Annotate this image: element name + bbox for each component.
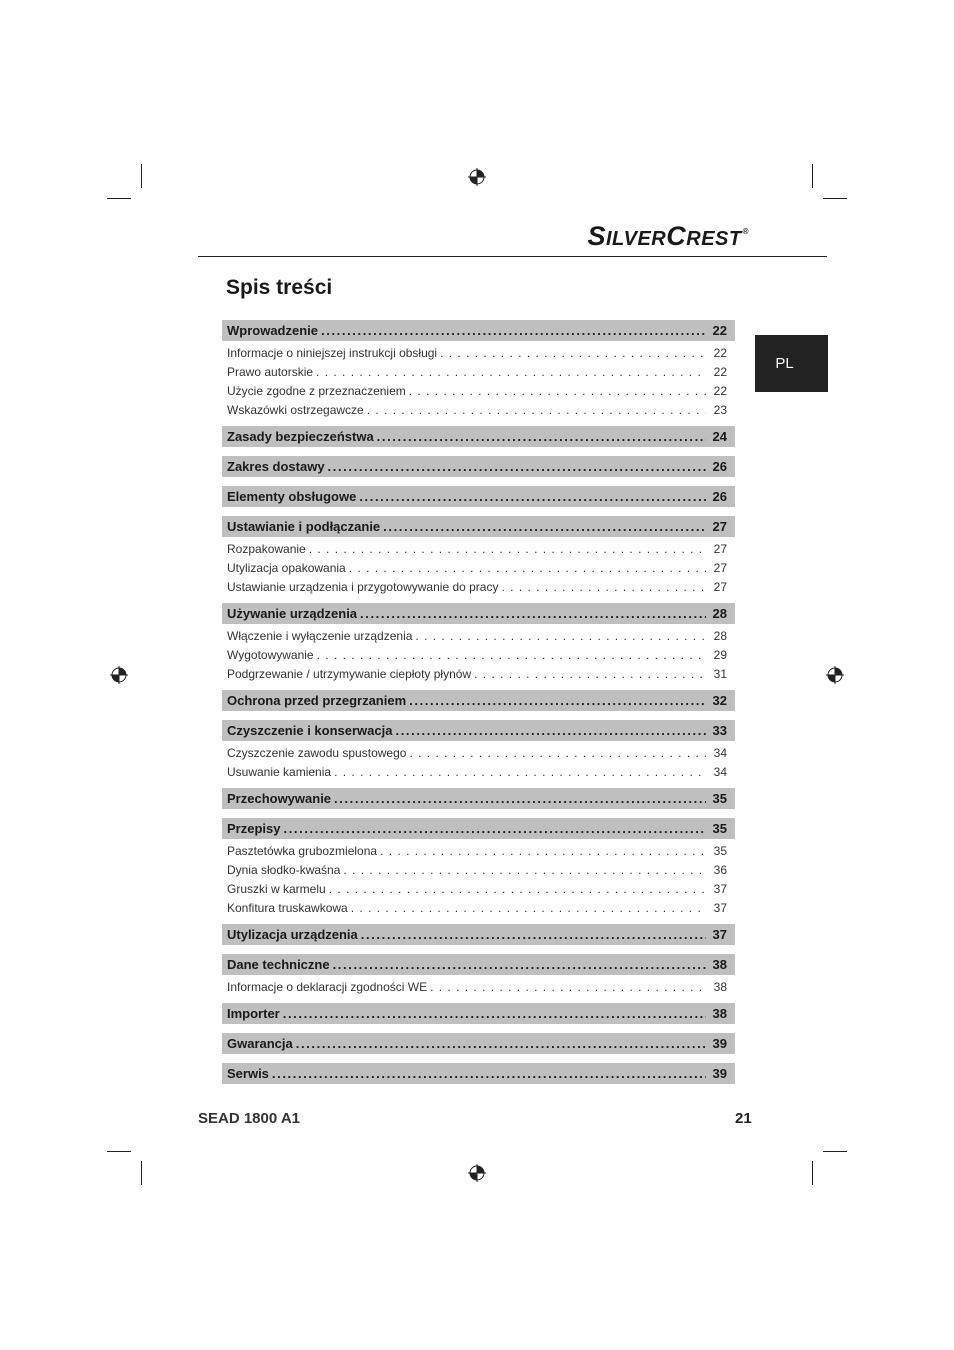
toc-entry[interactable] bbox=[222, 362, 735, 381]
toc-entry[interactable] bbox=[222, 577, 735, 596]
toc-entry[interactable] bbox=[222, 762, 735, 781]
toc-section bbox=[222, 456, 735, 477]
toc-entry-title: Informacje o niniejszej instrukcji obsługi bbox=[227, 345, 438, 360]
toc-entry[interactable] bbox=[222, 860, 735, 879]
toc-entry-page: 27 bbox=[713, 579, 727, 594]
toc-entry-page: 29 bbox=[713, 647, 727, 662]
page-number: 21 bbox=[735, 1110, 752, 1127]
toc-section-title: Czyszczenie i konserwacja bbox=[227, 723, 393, 738]
toc-section-title: Używanie urządzenia bbox=[227, 606, 358, 621]
toc-entry-title: Ustawianie urządzenia i przygotowywanie do pracy bbox=[227, 579, 499, 594]
toc-entry[interactable] bbox=[222, 626, 735, 645]
model-number: SEAD 1800 A1 bbox=[198, 1110, 300, 1127]
toc-entry-title: Utylizacja opakowania bbox=[227, 560, 346, 575]
toc-section-title: Zasady bezpieczeństwa bbox=[227, 429, 374, 444]
toc-section-page: 33 bbox=[712, 723, 727, 738]
toc-leader-dots bbox=[272, 1066, 706, 1081]
toc-leader-dots bbox=[361, 927, 706, 942]
toc-leader-dots bbox=[333, 957, 706, 972]
toc-section-title: Przepisy bbox=[227, 821, 281, 836]
toc-leader-dots bbox=[334, 791, 706, 806]
toc-section bbox=[222, 1063, 735, 1084]
toc-entry[interactable] bbox=[222, 898, 735, 917]
toc-entry[interactable] bbox=[222, 343, 735, 362]
toc-section-title: Utylizacja urządzenia bbox=[227, 927, 358, 942]
registration-mark-icon bbox=[468, 1164, 486, 1182]
toc-section-heading[interactable] bbox=[222, 818, 735, 839]
toc-entry-title: Konfitura truskawkowa bbox=[227, 900, 348, 915]
toc-entry-page: 27 bbox=[713, 560, 727, 575]
toc-entry-title: Czyszczenie zawodu spustowego bbox=[227, 745, 407, 760]
toc-leader-dots bbox=[283, 1006, 706, 1021]
toc-section-title: Gwarancja bbox=[227, 1036, 293, 1051]
toc-section bbox=[222, 486, 735, 507]
toc-leader-dots bbox=[317, 648, 706, 662]
toc-entry-title: Użycie zgodne z przeznaczeniem bbox=[227, 383, 406, 398]
crop-mark bbox=[141, 164, 142, 188]
toc-leader-dots bbox=[380, 844, 706, 858]
toc-section-heading[interactable] bbox=[222, 516, 735, 537]
toc-section-title: Serwis bbox=[227, 1066, 269, 1081]
crop-mark bbox=[823, 198, 847, 199]
toc-entry[interactable] bbox=[222, 743, 735, 762]
toc-section-heading[interactable] bbox=[222, 720, 735, 741]
toc-leader-dots bbox=[501, 580, 706, 594]
toc-section-page: 35 bbox=[712, 791, 727, 806]
toc-section bbox=[222, 690, 735, 711]
toc-section-title: Zakres dostawy bbox=[227, 459, 325, 474]
toc-section-title: Elementy obsługowe bbox=[227, 489, 357, 504]
toc-entry[interactable] bbox=[222, 558, 735, 577]
toc-entry-title: Usuwanie kamienia bbox=[227, 764, 332, 779]
toc-section-heading[interactable] bbox=[222, 603, 735, 624]
registration-mark-icon bbox=[468, 168, 486, 186]
toc-section-heading[interactable] bbox=[222, 320, 735, 341]
toc-entry-page: 36 bbox=[713, 862, 727, 877]
toc-section-page: 28 bbox=[712, 606, 727, 621]
toc-section bbox=[222, 603, 735, 683]
toc-leader-dots bbox=[328, 459, 706, 474]
toc-entry-page: 31 bbox=[713, 666, 727, 681]
toc-section-heading[interactable] bbox=[222, 1063, 735, 1084]
toc-leader-dots bbox=[349, 561, 706, 575]
silvercrest-logo: SILVERCREST® bbox=[587, 221, 749, 251]
toc-leader-dots bbox=[296, 1036, 706, 1051]
toc-entry[interactable] bbox=[222, 841, 735, 860]
toc-section-page: 27 bbox=[712, 519, 727, 534]
toc-entry[interactable] bbox=[222, 879, 735, 898]
toc-leader-dots bbox=[334, 765, 706, 779]
toc-entry-title: Włączenie i wyłączenie urządzenia bbox=[227, 628, 413, 643]
toc-entry-title: Informacje o deklaracji zgodności WE bbox=[227, 979, 428, 994]
toc-section-page: 26 bbox=[712, 489, 727, 504]
toc-section bbox=[222, 924, 735, 945]
toc-entry-page: 22 bbox=[713, 345, 727, 360]
header-rule bbox=[198, 256, 827, 257]
toc-section bbox=[222, 954, 735, 996]
toc-leader-dots bbox=[474, 667, 706, 681]
toc-entry-page: 37 bbox=[713, 900, 727, 915]
toc-leader-dots bbox=[415, 629, 706, 643]
toc-section-page: 35 bbox=[712, 821, 727, 836]
toc-section bbox=[222, 788, 735, 809]
toc-leader-dots bbox=[329, 882, 706, 896]
toc-section-heading[interactable] bbox=[222, 788, 735, 809]
toc-entry-title: Prawo autorskie bbox=[227, 364, 314, 379]
toc-entry-title: Dynia słodko-kwaśna bbox=[227, 862, 341, 877]
toc-entry-title: Rozpakowanie bbox=[227, 541, 306, 556]
toc-section-heading[interactable] bbox=[222, 924, 735, 945]
toc-entry-page: 38 bbox=[713, 979, 727, 994]
registration-mark-icon bbox=[826, 666, 844, 684]
toc-entry[interactable] bbox=[222, 664, 735, 683]
toc-entry[interactable] bbox=[222, 381, 735, 400]
crop-mark bbox=[107, 198, 131, 199]
toc-leader-dots bbox=[343, 863, 706, 877]
toc-leader-dots bbox=[430, 980, 706, 994]
crop-mark bbox=[812, 1161, 813, 1185]
toc-leader-dots bbox=[316, 365, 706, 379]
toc-entry-title: Wskazówki ostrzegawcze bbox=[227, 402, 364, 417]
toc-leader-dots bbox=[377, 429, 706, 444]
toc-section-page: 22 bbox=[712, 323, 727, 338]
toc-entry-page: 23 bbox=[713, 402, 727, 417]
toc-entry-page: 28 bbox=[713, 628, 727, 643]
toc-section-heading[interactable] bbox=[222, 1033, 735, 1054]
toc-section-page: 32 bbox=[712, 693, 727, 708]
toc-section-heading[interactable] bbox=[222, 1003, 735, 1024]
toc-section-title: Dane techniczne bbox=[227, 957, 330, 972]
toc-section bbox=[222, 720, 735, 781]
toc-leader-dots bbox=[321, 323, 706, 338]
toc-entry-title: Wygotowywanie bbox=[227, 647, 314, 662]
crop-mark bbox=[823, 1151, 847, 1152]
toc-leader-dots bbox=[409, 746, 706, 760]
table-of-contents bbox=[222, 320, 735, 1093]
toc-entry[interactable] bbox=[222, 539, 735, 558]
toc-section bbox=[222, 426, 735, 447]
page-title: Spis treści bbox=[226, 276, 333, 299]
crop-mark bbox=[107, 1151, 131, 1152]
toc-entry-title: Podgrzewanie / utrzymywanie ciepłoty płynów bbox=[227, 666, 472, 681]
toc-leader-dots bbox=[359, 489, 706, 504]
toc-entry[interactable] bbox=[222, 400, 735, 419]
crop-mark bbox=[812, 164, 813, 188]
toc-section-page: 24 bbox=[712, 429, 727, 444]
toc-section-title: Ustawianie i podłączanie bbox=[227, 519, 381, 534]
registration-mark-icon bbox=[110, 666, 128, 684]
language-tab: PL bbox=[755, 335, 828, 392]
toc-entry-page: 34 bbox=[713, 764, 727, 779]
toc-entry-page: 27 bbox=[713, 541, 727, 556]
toc-leader-dots bbox=[383, 519, 706, 534]
toc-entry-page: 37 bbox=[713, 881, 727, 896]
toc-section-page: 37 bbox=[712, 927, 727, 942]
toc-section-title: Wprowadzenie bbox=[227, 323, 319, 338]
crop-mark bbox=[141, 1161, 142, 1185]
toc-section bbox=[222, 1033, 735, 1054]
toc-leader-dots bbox=[440, 346, 706, 360]
toc-entry-title: Gruszki w karmelu bbox=[227, 881, 326, 896]
toc-leader-dots bbox=[309, 542, 706, 556]
toc-entry-title: Pasztetówka grubozmielona bbox=[227, 843, 378, 858]
toc-leader-dots bbox=[351, 901, 706, 915]
toc-section-page: 38 bbox=[712, 1006, 727, 1021]
toc-leader-dots bbox=[395, 723, 706, 738]
toc-leader-dots bbox=[360, 606, 706, 621]
toc-section-heading[interactable] bbox=[222, 690, 735, 711]
toc-section-heading[interactable] bbox=[222, 456, 735, 477]
toc-section-page: 39 bbox=[712, 1066, 727, 1081]
toc-section-heading[interactable] bbox=[222, 486, 735, 507]
toc-leader-dots bbox=[409, 384, 706, 398]
toc-entry-page: 22 bbox=[713, 364, 727, 379]
toc-section bbox=[222, 818, 735, 917]
toc-entry-page: 34 bbox=[713, 745, 727, 760]
toc-section-heading[interactable] bbox=[222, 954, 735, 975]
toc-section-page: 38 bbox=[712, 957, 727, 972]
toc-section-title: Ochrona przed przegrzaniem bbox=[227, 693, 407, 708]
toc-section bbox=[222, 1003, 735, 1024]
toc-entry-page: 22 bbox=[713, 383, 727, 398]
toc-entry[interactable] bbox=[222, 977, 735, 996]
toc-leader-dots bbox=[283, 821, 706, 836]
toc-section-title: Importer bbox=[227, 1006, 280, 1021]
toc-leader-dots bbox=[367, 403, 706, 417]
toc-section-title: Przechowywanie bbox=[227, 791, 332, 806]
toc-section-page: 39 bbox=[712, 1036, 727, 1051]
toc-section bbox=[222, 320, 735, 419]
toc-section bbox=[222, 516, 735, 596]
toc-section-page: 26 bbox=[712, 459, 727, 474]
toc-entry[interactable] bbox=[222, 645, 735, 664]
toc-section-heading[interactable] bbox=[222, 426, 735, 447]
toc-entry-page: 35 bbox=[713, 843, 727, 858]
toc-leader-dots bbox=[409, 693, 706, 708]
